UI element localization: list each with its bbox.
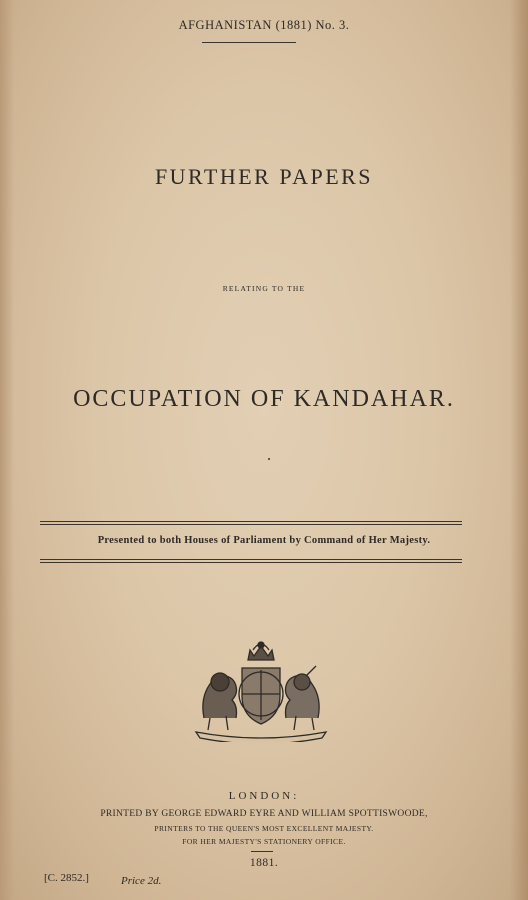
document-subject: OCCUPATION OF KANDAHAR. (73, 386, 455, 412)
imprint-office: FOR HER MAJESTY'S STATIONERY OFFICE. (182, 837, 346, 846)
bottom-double-rule-outer (40, 562, 462, 563)
ink-dot (268, 458, 270, 460)
document-title: FURTHER PAPERS (154, 164, 374, 189)
series-heading: AFGHANISTAN (1881) No. 3. (178, 18, 350, 32)
imprint-printers: PRINTED BY GEORGE EDWARD EYRE AND WILLIAM SPOTTISWOODE, (100, 809, 428, 819)
royal-coat-of-arms-icon (190, 638, 332, 742)
presented-statement: Presented to both Houses of Parliament by Command of Her Majesty. (97, 535, 431, 546)
header-rule (202, 42, 296, 43)
imprint-printers-to: PRINTERS TO THE QUEEN'S MOST EXCELLENT MAJESTY. (154, 824, 374, 833)
relating-line: RELATING TO THE (222, 284, 306, 293)
imprint-year: 1881. (249, 857, 279, 869)
bottom-double-rule-inner (40, 559, 462, 560)
imprint-city: LONDON: (228, 790, 300, 802)
top-double-rule-inner (40, 524, 462, 525)
top-double-rule-outer (40, 521, 462, 522)
command-paper-number: [C. 2852.] (44, 872, 89, 884)
imprint-rule (251, 851, 273, 852)
price-label: Price 2d. (121, 875, 162, 887)
